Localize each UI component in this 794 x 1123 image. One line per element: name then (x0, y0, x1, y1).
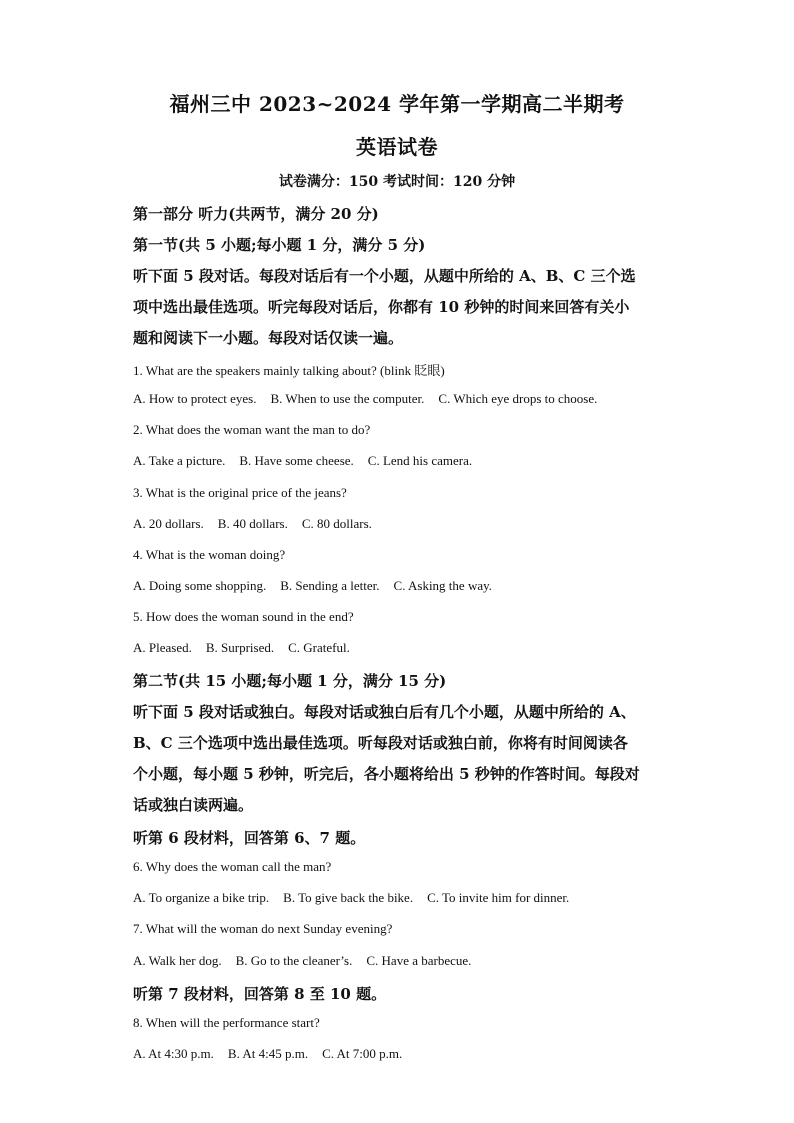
option-c: C. Have a barbecue. (366, 953, 472, 968)
option-a: A. 20 dollars. (133, 516, 204, 531)
question-stem: 7. What will the woman do next Sunday evening? (133, 921, 393, 936)
question-stem: 2. What does the woman want the man to do? (133, 422, 371, 437)
option-a: A. How to protect eyes. (133, 391, 257, 406)
question-options (133, 578, 684, 594)
question-options (133, 1046, 684, 1062)
option-a: A. To organize a bike trip. (133, 890, 270, 905)
question-options (133, 391, 684, 407)
option-a: A. Pleased. (133, 640, 192, 655)
question-stem: 5. How does the woman sound in the end? (133, 609, 354, 624)
section1-heading: 第一节(共 5 小题;每小题 1 分，满分 5 分) (133, 236, 426, 254)
option-a: A. Walk her dog. (133, 953, 222, 968)
section2-instruction-line: 听下面 5 段对话或独白。每段对话或独白后有几个小题，从题中所给的 A、 (133, 703, 636, 721)
section1-instruction-line: 项中选出最佳选项。听完每段对话后，你都有 10 秒钟的时间来回答有关小 (133, 298, 630, 316)
section2-instruction-line: 个小题，每小题 5 秒钟，听完后，各小题将给出 5 秒钟的作答时间。每段对 (133, 765, 640, 783)
exam-meta: 试卷满分：150 考试时间：120 分钟 (278, 174, 516, 190)
option-c: C. Lend his camera. (367, 453, 473, 468)
part1-heading: 第一部分 听力(共两节，满分 20 分) (133, 205, 379, 223)
question-options (133, 516, 684, 532)
question-options (133, 640, 684, 656)
section2-heading: 第二节(共 15 小题;每小题 1 分，满分 15 分) (133, 672, 447, 690)
section2-instruction-line: B、C 三个选项中选出最佳选项。听每段对话或独白前，你将有时间阅读各 (133, 734, 628, 752)
question-stem: 3. What is the original price of the jeans? (133, 485, 347, 500)
option-c: C. Which eye drops to choose. (438, 391, 598, 406)
material6-heading: 听第 6 段材料，回答第 6、7 题。 (133, 829, 366, 847)
question-options (133, 953, 684, 969)
material7-heading: 听第 7 段材料，回答第 8 至 10 题。 (133, 985, 387, 1003)
option-a: A. Take a picture. (133, 453, 226, 468)
option-b: B. At 4:45 p.m. (227, 1046, 309, 1061)
option-b: B. To give back the bike. (283, 890, 414, 905)
option-b: B. When to use the computer. (270, 391, 425, 406)
question-stem: 6. Why does the woman call the man? (133, 859, 332, 874)
option-b: B. Have some cheese. (239, 453, 354, 468)
option-c: C. Asking the way. (393, 578, 493, 593)
option-b: B. Surprised. (205, 640, 275, 655)
section2-instruction-line: 话或独白读两遍。 (133, 796, 254, 814)
question-stem: 8. When will the performance start? (133, 1015, 320, 1030)
option-b: B. 40 dollars. (217, 516, 288, 531)
option-a: A. Doing some shopping. (133, 578, 267, 593)
section1-instruction-line: 听下面 5 段对话。每段对话后有一个小题，从题中所给的 A、B、C 三个选 (133, 267, 636, 285)
option-c: C. At 7:00 p.m. (322, 1046, 403, 1061)
option-c: C. Grateful. (288, 640, 350, 655)
question-options (133, 453, 684, 469)
section1-instruction-line: 题和阅读下一小题。每段对话仅读一遍。 (133, 329, 404, 347)
option-a: A. At 4:30 p.m. (133, 1046, 214, 1061)
exam-subtitle: 英语试卷 (356, 135, 438, 159)
question-stem: 4. What is the woman doing? (133, 547, 286, 562)
option-b: B. Go to the cleaner’s. (235, 953, 353, 968)
option-c: C. To invite him for dinner. (427, 890, 570, 905)
question-stem: 1. What are the speakers mainly talking about? (blink 眨眼) (133, 363, 445, 378)
option-c: C. 80 dollars. (301, 516, 372, 531)
question-options (133, 890, 684, 906)
option-b: B. Sending a letter. (280, 578, 380, 593)
exam-title: 福州三中 2023~2024 学年第一学期高二半期考 (169, 92, 625, 116)
